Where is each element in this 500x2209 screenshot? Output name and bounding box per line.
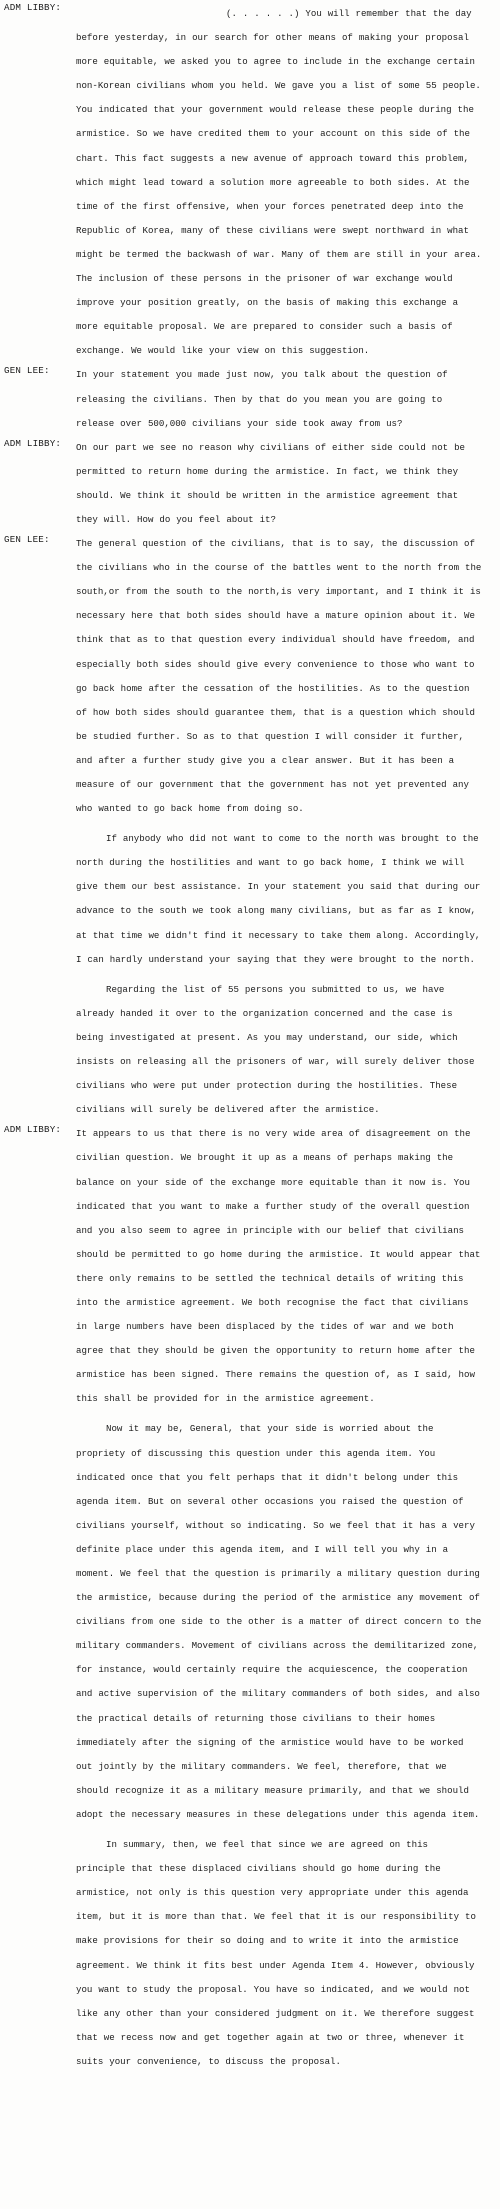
- speaker-label: ADM LIBBY:: [4, 2, 62, 13]
- speech-paragraph: Regarding the list of 55 persons you submitted to us, we have already handed it over to the organization concerned and the case is being investigated at present. As you may understand, our side, which insists on releasing all the prisoners of war, will surely deliver those civilians who were put under protection during the hostilities. These civilians will surely be delivered after the armistice.: [76, 983, 475, 1116]
- speech-entry-libby-3: [0, 1122, 500, 2074]
- speech-paragraph: (. . . . . .) You will remember that the day before yesterday, in our search for other means of making your proposal more equitable, we asked you to agree to include in the exchange certain non-Korean civilians whom you held. We gave you a list of some 55 people. You indicated that your government would release these people during the armistice. So we have credited them to your account on this side of the chart. This fact suggests a new avenue of approach toward this problem, which might lead toward a solution more agreeable to both sides. At the time of the first offensive, when your forces penetrated deep into the Republic of Korea, many of these civilians were swept northward in what might be termed the backwash of war. Many of them are still in your area. The inclusion of these persons in the prisoner of war exchange would improve your position greatly, on the basis of making this exchange a more equitable proposal. We are prepared to consider such a basis of exchange. We would like your view on this suggestion.: [76, 8, 482, 357]
- speaker-label: GEN LEE:: [4, 534, 50, 546]
- speech-paragraph: If anybody who did not want to come to the north was brought to the north during the hostilities and want to go back home, I think we will give them our best assistance. In your statement you said that during our advance to the south we took along many civilians, but as far as I know, at that time we didn't find it necessary to take them along. Accordingly, I can hardly understand your saying that they were brought to the north.: [76, 833, 481, 965]
- speech-paragraph: It appears to us that there is no very wide area of disagreement on the civilian question. We brought it up as a means of perhaps making the balance on your side of the exchange more equitable than it now is. You indicated that you want to make a further study of the overall question and you also seem to agree in principle with our belief that civilians should be permitted to go home during the armistice. It would appear that there only remains to be settled the technical details of writing this into the armistice agreement. We both recognise the fact that civilians in large numbers have been displaced by the tides of war and we both agree that they should be given the opportunity to return home after the armistice has been signed. There remains the question of, as I said, how this shall be provided for in the armistice agreement.: [76, 1128, 481, 1405]
- speech-paragraph: On our part we see no reason why civilians of either side could not be permitted to return home during the armistice. In fact, we think they should. We think it should be written in the armistice agreement that they will. How do you feel about it?: [76, 441, 465, 525]
- speech-entry-lee-1: [0, 363, 500, 435]
- speaker-label: GEN LEE:: [4, 365, 50, 377]
- speech-paragraph: The general question of the civilians, that is to say, the discussion of the civilians who in the course of the battles went to the north from the south,or from the south to the north,is very important, and I think it is necessary here that both sides should have a mature opinion about it. We think that as to that question every individual should have freedom, and especially both sides should give every convenience to those who want to go back home after the cessation of the hostilities. As to the question of how both sides should guarantee them, that is a question which should be studied further. So as to that question I will consider it further, and after a further study give you a clear answer. But it has been a measure of our government that the government has not yet prevented any who wanted to go back home from doing so.: [76, 538, 482, 815]
- speaker-label: ADM LIBBY:: [4, 437, 62, 449]
- speech-paragraph: Now it may be, General, that your side is worried about the propriety of discussing this question under this agenda item. You indicated once that you felt perhaps that it didn't belong under this agenda item. But on several other occasions you raised the question of civilians yourself, without so indicating. So we feel that it has a very definite place under this agenda item, and I will tell you why in a moment. We feel that the question is primarily a military question during the armistice, because during the period of the armistice any movement of civilians from one side to the other is a matter of direct concern to the military commanders. Movement of civilians across the demilitarized zone, for instance, would certainly require the acquiescence, the cooperation and active supervision of the military commanders of both sides, and also the practical details of returning those civilians to their homes immediately after the signing of the armistice would have to be worked out jointly by the military commanders. We feel, therefore, that we should recognize it as a military measure primarily, and that we should adopt the necessary measures in these delegations under this agenda item.: [76, 1423, 482, 1820]
- speech-entry-libby-1: [0, 0, 500, 363]
- speech-paragraph: In your statement you made just now, you talk about the question of releasing the civilians. Then by that do you mean you are going to release over 500,000 civilians your side took away from us?: [76, 369, 448, 429]
- speaker-label: ADM LIBBY:: [4, 1124, 62, 1136]
- speech-paragraph: In summary, then, we feel that since we are agreed on this principle that these displaced civilians should go home during the armistice, not only is this question very appropriate under this agenda item, but it is more than that. We feel that it is our responsibility to make provisions for their so doing and to write it into the armistice agreement. We think it fits best under Agenda Item 4. However, obviously you want to study the proposal. You have so indicated, and we would not like any other than your considered judgment on it. We therefore suggest that we recess now and get together again at two or three, whenever it suits your convenience, to discuss the proposal.: [76, 1839, 476, 2067]
- speech-entry-lee-2: [0, 532, 500, 1122]
- speech-entry-libby-2: [0, 436, 500, 532]
